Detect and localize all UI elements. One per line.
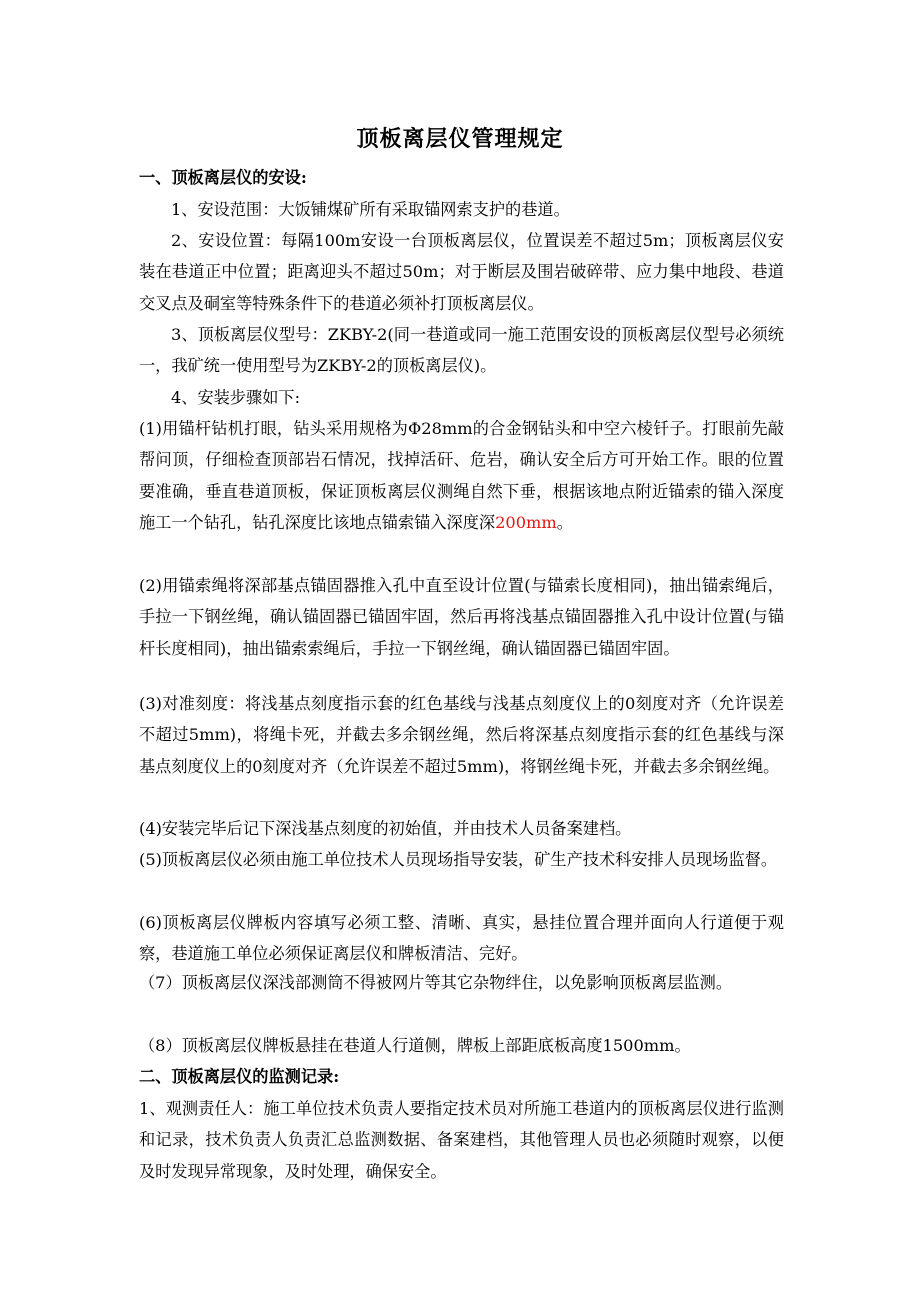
install-scope-paragraph: 1、安设范围：大饭铺煤矿所有采取锚网索支护的巷道。 (171, 200, 570, 219)
model-paragraph: 3、顶板离层仪型号：ZKBY-2(同一巷道或同一施工范围安设的顶板离层仪型号必须统一，我矿统一使用型号为ZKBY-2的顶板离层仪)。 (139, 325, 784, 376)
step-4-paragraph: (4)安装完毕后记下深浅基点刻度的初始值，并由技术人员备案建档。 (139, 819, 632, 838)
step-6-paragraph: (6)顶板离层仪牌板内容填写必须工整、清晰、真实，悬挂位置合理并面向人行道便于观察，巷道施工单位必须保证离层仪和牌板清洁、完好。 (139, 913, 784, 964)
step-1-depth-value: 200mm (495, 513, 557, 533)
step-1-paragraph (139, 413, 784, 539)
step-7-paragraph: （7）顶板离层仪深浅部测筒不得被网片等其它杂物绊住，以免影响顶板离层监测。 (139, 973, 733, 992)
step-1-text: (1)用锚杆钻机打眼，钻头采用规格为Φ28mm的合金钢钻头和中空六棱钎子。打眼前先敲帮问顶，仔细检查顶部岩石情况，找掉活矸、危岩，确认安全后方可开始工作。眼的位置要准确，垂直巷道顶板，保证顶板离层仪测绳自然下垂，根据该地点附近锚索的锚入深度施工一个钻孔，钻孔深度比该地点锚索锚入深度深 (139, 419, 784, 533)
section1-heading: 一、顶板离层仪的安设: (139, 168, 307, 187)
step-3-paragraph: (3)对准刻度：将浅基点刻度指示套的红色基线与浅基点刻度仪上的0刻度对齐（允许误差不超过5mm)，将绳卡死，并截去多余钢丝绳，然后将深基点刻度指示套的红色基线与深基点刻度仪上的0刻度对齐（允许误差不超过5mm)，将钢丝绳卡死，并截去多余钢丝绳。 (139, 694, 784, 776)
section2-heading: 二、顶板离层仪的监测记录: (139, 1067, 340, 1086)
step-5-paragraph: (5)顶板离层仪必须由施工单位技术人员现场指导安装，矿生产技术科安排人员现场监督。 (139, 850, 778, 869)
observer-paragraph: 1、观测责任人：施工单位技术负责人要指定技术员对所施工巷道内的顶板离层仪进行监测和记录，技术负责人负责汇总监测数据、备案建档，其他管理人员也必须随时观察，以便及时发现异常现象，及时处理，确保安全。 (139, 1099, 784, 1181)
step-2-paragraph: (2)用锚索绳将深部基点锚固器推入孔中直至设计位置(与锚索长度相同)，抽出锚索绳后，手拉一下钢丝绳，确认锚固器已锚固牢固，然后再将浅基点锚固器推入孔中设计位置(与锚杆长度相同)，抽出锚索索绳后，手拉一下钢丝绳，确认锚固器已锚固牢固。 (139, 576, 784, 658)
install-position-paragraph: 2、安设位置：每隔100m安设一台顶板离层仪，位置误差不超过5m；顶板离层仪安装在巷道正中位置；距离迎头不超过50m；对于断层及围岩破碎带、应力集中地段、巷道交叉点及硐室等特殊条件下的巷道必须补打顶板离层仪。 (139, 231, 784, 313)
step-1-end: 。 (556, 513, 573, 533)
step-8-paragraph: （8）顶板离层仪牌板悬挂在巷道人行道侧，牌板上部距底板高度1500mm。 (139, 1036, 691, 1055)
document-title: 顶板离层仪管理规定 (356, 126, 564, 152)
install-steps-intro: 4、安装步骤如下: (171, 388, 301, 407)
